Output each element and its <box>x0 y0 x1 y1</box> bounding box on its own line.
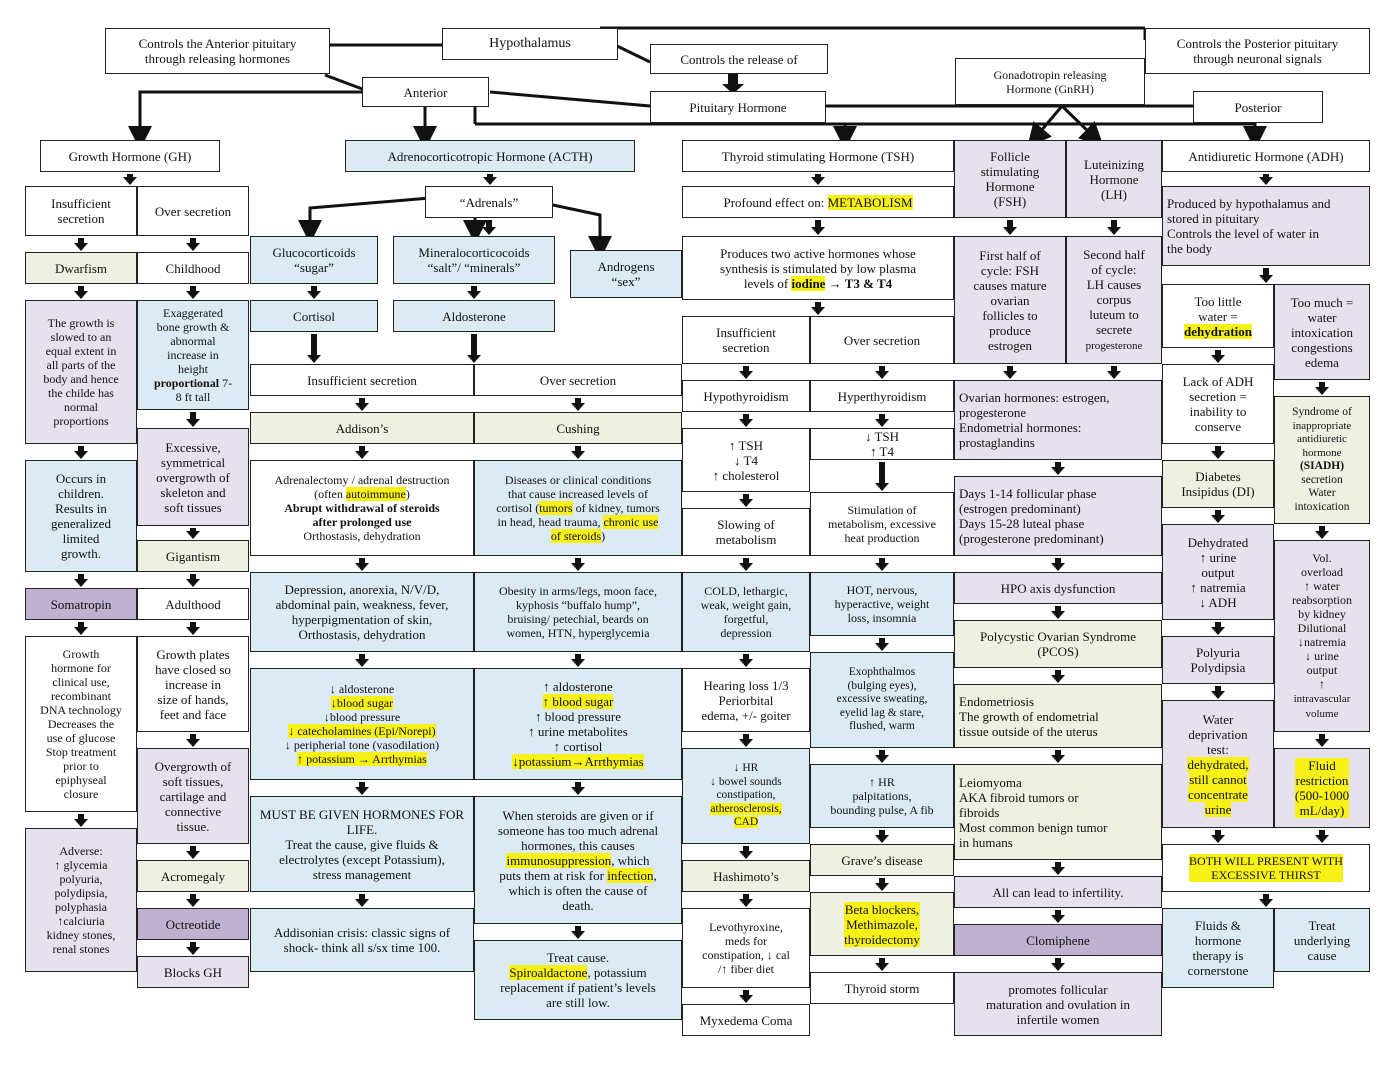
down-arrow-icon <box>186 412 200 427</box>
acth-insufficient: Insufficient secretion <box>250 364 474 396</box>
promotes-box: promotes follicular maturation and ovulation in infertile women <box>954 972 1162 1036</box>
down-arrow-icon <box>1315 734 1329 747</box>
pituitary-box: Pituitary Hormone <box>650 91 826 123</box>
down-arrow-icon <box>467 286 481 299</box>
exaggerated-growth-box: Exaggerated bone growth & abnormal increase in height proportional 7- 8 ft tall <box>137 300 249 410</box>
somatropin-box: Somatropin <box>25 588 137 620</box>
down-arrow-icon <box>875 750 889 763</box>
down-arrow-icon <box>74 446 88 459</box>
down-arrow-icon <box>739 734 753 747</box>
cycle-days-box: Days 1-14 follicular phase (estrogen predominant) Days 15-28 luteal phase (progesterone predominant) <box>954 476 1162 556</box>
adverse-box: Adverse: ↑ glycemia polyuria, polydipsia, polyphasia ↑calciuria kidney stones, renal stones <box>25 828 137 972</box>
addison-treatment-box: MUST BE GIVEN HORMONES FOR LIFE. Treat the cause, give fluids & electrolytes (except Potassium), stress management <box>250 796 474 892</box>
fsh-box: Follicle stimulating Hormone (FSH) <box>954 140 1066 218</box>
gnrh-box: Gonadotropin releasing Hormone (GnRH) <box>955 58 1145 105</box>
gh-clinical-box: Growth hormone for clinical use, recombinant DNA technology Decreases the use of glucose Stop treatment prior to epiphyseal closure <box>25 636 137 812</box>
down-arrow-icon <box>186 734 200 747</box>
down-arrow-icon <box>739 414 753 427</box>
lh-box: Luteinizing Hormone (LH) <box>1066 140 1162 218</box>
down-arrow-icon <box>739 558 753 571</box>
gigantism-box: Gigantism <box>137 540 249 572</box>
tsh-title: Thyroid stimulating Hormone (TSH) <box>682 140 954 172</box>
down-arrow-icon <box>875 958 889 971</box>
overgrowth-box: Overgrowth of soft tissues, cartilage and connective tissue. <box>137 748 249 844</box>
down-arrow-icon <box>875 830 889 843</box>
pcos-box: Polycystic Ovarian Syndrome (PCOS) <box>954 620 1162 668</box>
hyper-labs-box: ↓ TSH ↑ T4 <box>810 428 954 460</box>
anterior-box: Anterior <box>362 77 489 107</box>
tsh-over: Over secretion <box>810 316 954 364</box>
down-arrow-icon <box>355 654 369 667</box>
down-arrow-icon <box>571 782 585 795</box>
down-arrow-icon <box>307 334 321 363</box>
cushing-cause-box: Diseases or clinical conditions that cause increased levels of cortisol (tumors of kidney, tumors in head, head trauma, chronic use of steroids) <box>474 460 682 556</box>
down-arrow-icon <box>1051 670 1065 683</box>
down-arrow-icon <box>875 366 889 379</box>
hyper-hr-box: ↑ HR palpitations, bounding pulse, A fib <box>810 764 954 828</box>
hpo-axis-box: HPO axis dysfunction <box>954 572 1162 604</box>
controls-posterior-box: Controls the Posterior pituitary through neuronal signals <box>1145 28 1370 74</box>
down-arrow-icon <box>74 286 88 299</box>
excessive-thirst-box: BOTH WILL PRESENT WITH EXCESSIVE THIRST <box>1162 844 1370 892</box>
polyuria-box: Polyuria Polydipsia <box>1162 636 1274 684</box>
down-arrow-icon <box>875 414 889 427</box>
water-deprivation-box: Water deprivation test: dehydrated, still cannot concentrate urine <box>1162 700 1274 828</box>
down-arrow-icon <box>571 654 585 667</box>
fluid-restriction-box: Fluid restriction (500-1000 mL/day) <box>1274 748 1370 828</box>
clomiphene-box: Clomiphene <box>954 924 1162 956</box>
down-arrow-icon <box>1051 910 1065 923</box>
down-arrow-icon <box>875 462 889 491</box>
down-arrow-icon <box>739 494 753 507</box>
down-arrow-icon <box>482 220 496 235</box>
down-arrow-icon <box>739 894 753 907</box>
hypo-labs-box: ↑ TSH ↓ T4 ↑ cholesterol <box>682 428 810 492</box>
down-arrow-icon <box>1051 750 1065 763</box>
hypo-hr-box: ↓ HR ↓ bowel sounds constipation, atherosclerosis, CAD <box>682 748 810 844</box>
down-arrow-icon <box>739 846 753 859</box>
acth-title: Adrenocorticotropic Hormone (ACTH) <box>345 140 635 172</box>
cushing-box: Cushing <box>474 412 682 444</box>
beta-blockers-box: Beta blockers, Methimazole, thyroidectomy <box>810 892 954 956</box>
childhood-box: Childhood <box>137 252 249 284</box>
down-arrow-icon <box>811 302 825 315</box>
blocks-gh-box: Blocks GH <box>137 956 249 988</box>
addisonian-crisis-box: Addisonian crisis: classic signs of shock- think all s/sx time 100. <box>250 908 474 972</box>
down-arrow-icon <box>1211 510 1225 523</box>
down-arrow-icon <box>1051 606 1065 619</box>
fluids-hormone-box: Fluids & hormone therapy is cornerstone <box>1162 908 1274 988</box>
ovarian-hormones-box: Ovarian hormones: estrogen, progesterone Endometrial hormones: prostaglandins <box>954 380 1162 460</box>
adulthood-box: Adulthood <box>137 588 249 620</box>
treat-underlying-box: Treat underlying cause <box>1274 908 1370 972</box>
down-arrow-icon <box>355 558 369 571</box>
cortisol-box: Cortisol <box>250 300 378 332</box>
down-arrow-icon <box>875 878 889 891</box>
down-arrow-icon <box>1259 268 1273 283</box>
thyroid-storm-box: Thyroid storm <box>810 972 954 1004</box>
down-arrow-icon <box>1003 366 1017 379</box>
lh-cycle-box: Second half of cycle: LH causes corpus luteum to secrete progesterone <box>1066 236 1162 364</box>
down-arrow-icon <box>1211 686 1225 699</box>
glucocorticoids-box: Glucocorticoids “sugar” <box>250 236 378 284</box>
down-arrow-icon <box>186 574 200 587</box>
dehydrated-box: Dehydrated ↑ urine output ↑ natremia ↓ ADH <box>1162 524 1274 620</box>
hyperthyroidism-box: Hyperthyroidism <box>810 380 954 412</box>
octreotide-box: Octreotide <box>137 908 249 940</box>
addison-symptoms-box: Depression, anorexia, N/V/D, abdominal pain, weakness, fever, hyperpigmentation of skin, Orthostasis, dehydration <box>250 572 474 652</box>
down-arrow-icon <box>467 334 481 363</box>
down-arrow-icon <box>571 926 585 939</box>
siadh-box: Syndrome of inappropriate antidiuretic hormone (SIADH) secretion Water intoxication <box>1274 396 1370 524</box>
down-arrow-icon <box>355 398 369 411</box>
down-arrow-icon <box>186 942 200 955</box>
too-little-box: Too little water = dehydration <box>1162 284 1274 348</box>
addison-labs-box: ↓ aldosterone ↓blood sugar ↓blood pressure ↓ catecholamines (Epi/Norepi) ↓ peripherial tone (vasodilation) ↑ potassium → Arrthymias <box>250 668 474 780</box>
cushing-labs-box: ↑ aldosterone ↑ blood sugar ↑ blood pressure ↑ urine metabolites ↑ cortisol ↓potassium→Arrthymias <box>474 668 682 780</box>
down-arrow-icon <box>1259 174 1273 185</box>
acth-over: Over secretion <box>474 364 682 396</box>
occurs-box: Occurs in children. Results in generalized limited growth. <box>25 460 137 572</box>
cold-box: COLD, lethargic, weak, weight gain, forgetful, depression <box>682 572 810 652</box>
hearing-box: Hearing loss 1/3 Periorbital edema, +/- goiter <box>682 668 810 732</box>
fsh-cycle-box: First half of cycle: FSH causes mature ovarian follicles to produce estrogen <box>954 236 1066 364</box>
too-much-box: Too much = water intoxication congestions edema <box>1274 284 1370 380</box>
gh-insufficient: Insufficient secretion <box>25 186 137 236</box>
androgens-box: Androgens “sex” <box>570 250 682 298</box>
down-arrow-icon <box>1107 220 1121 235</box>
hypothalamus-box: Hypothalamus <box>442 28 618 60</box>
controls-anterior-box: Controls the Anterior pituitary through releasing hormones <box>105 28 330 74</box>
down-arrow-icon <box>1051 558 1065 571</box>
down-arrow-icon <box>811 220 825 235</box>
addison-cause-box: Adrenalectomy / adrenal destruction (often autoimmune) Abrupt withdrawal of steroids after prolonged use Orthostasis, dehydration <box>250 460 474 556</box>
down-arrow-icon <box>74 622 88 635</box>
diabetes-insipidus-box: Diabetes Insipidus (DI) <box>1162 460 1274 508</box>
myxedema-box: Myxedema Coma <box>682 1004 810 1036</box>
down-arrow-icon <box>1107 366 1121 379</box>
mineralocorticoids-box: Mineralocorticocoids “salt”/ “minerals” <box>393 236 555 284</box>
adh-title: Antidiuretic Hormone (ADH) <box>1162 140 1370 172</box>
down-arrow-icon <box>1051 862 1065 875</box>
down-arrow-icon <box>186 238 200 251</box>
down-arrow-icon <box>811 174 825 185</box>
leiomyoma-box: Leiomyoma AKA fibroid tumors or fibroids Most common benign tumor in humans <box>954 764 1162 860</box>
down-arrow-icon <box>1051 958 1065 971</box>
down-arrow-icon <box>186 846 200 859</box>
excessive-box: Excessive, symmetrical overgrowth of skeleton and soft tissues <box>137 428 249 526</box>
down-arrow-icon <box>571 558 585 571</box>
down-arrow-icon <box>74 814 88 827</box>
down-arrow-icon <box>1051 462 1065 475</box>
cushing-symptoms-box: Obesity in arms/legs, moon face, kyphosis “buffalo hump”, bruising/ petechial, beards on women, HTN, hyperglycemia <box>474 572 682 652</box>
hashimoto-box: Hashimoto’s <box>682 860 810 892</box>
adh-produced-box: Produced by hypothalamus and stored in pituitary Controls the level of water in the body <box>1162 186 1370 266</box>
tsh-insufficient: Insufficient secretion <box>682 316 810 364</box>
down-arrow-icon <box>1003 220 1017 235</box>
dwarfism-box: Dwarfism <box>25 252 137 284</box>
down-arrow-icon <box>1211 622 1225 635</box>
endometriosis-box: Endometriosis The growth of endometrial tissue outside of the uterus <box>954 684 1162 748</box>
down-arrow-icon <box>739 654 753 667</box>
exophthalmos-box: Exophthalmos (bulging eyes), excessive sweating, eyelid lag & stare, flushed, warm <box>810 652 954 748</box>
down-arrow-icon <box>186 622 200 635</box>
controls-release-box: Controls the release of <box>650 44 828 74</box>
down-arrow-icon <box>1259 894 1273 907</box>
growth-slowed-box: The growth is slowed to an equal extent in all parts of the body and hence the childe has normal proportions <box>25 300 137 444</box>
infertility-box: All can lead to infertility. <box>954 876 1162 908</box>
adrenals-box: “Adrenals” <box>425 186 553 218</box>
levothyroxine-box: Levothyroxine, meds for constipation, ↓ cal /↑ fiber diet <box>682 908 810 988</box>
gh-title: Growth Hormone (GH) <box>40 140 220 172</box>
gh-over: Over secretion <box>137 186 249 236</box>
hot-box: HOT, nervous, hyperactive, weight loss, insomnia <box>810 572 954 636</box>
down-arrow-icon <box>186 894 200 907</box>
cushing-treat-box: Treat cause. Spiroaldactone, potassium replacement if patient’s levels are still low. <box>474 940 682 1020</box>
posterior-box: Posterior <box>1193 91 1323 123</box>
growth-plates-box: Growth plates have closed so increase in size of hands, feet and face <box>137 636 249 732</box>
addisons-box: Addison’s <box>250 412 474 444</box>
down-arrow-icon <box>74 574 88 587</box>
acromegaly-box: Acromegaly <box>137 860 249 892</box>
aldosterone-box: Aldosterone <box>393 300 555 332</box>
down-arrow-icon <box>74 238 88 251</box>
graves-box: Grave’s disease <box>810 844 954 876</box>
down-arrow-icon <box>355 446 369 459</box>
down-arrow-icon <box>739 990 753 1003</box>
produces-box: Produces two active hormones whose synthesis is stimulated by low plasma levels of iodine → T3 & T4 <box>682 236 954 300</box>
down-arrow-icon <box>571 446 585 459</box>
down-arrow-icon <box>307 286 321 299</box>
down-arrow-icon <box>1211 446 1225 459</box>
down-arrow-icon <box>875 558 889 571</box>
down-arrow-icon <box>483 174 497 185</box>
down-arrow-icon <box>186 286 200 299</box>
volume-overload-box: Vol. overload ↑ water reabsorption by kidney Dilutional ↓natremia ↓ urine output ↑ intravascular volume <box>1274 540 1370 732</box>
down-arrow-icon <box>1211 350 1225 363</box>
slowing-box: Slowing of metabolism <box>682 508 810 556</box>
down-arrow-icon <box>1315 382 1329 395</box>
down-arrow-icon <box>1315 526 1329 539</box>
down-arrow-icon <box>355 894 369 907</box>
profound-box: Profound effect on: METABOLISM <box>682 186 954 218</box>
cushing-immuno-box: When steroids are given or if someone has too much adrenal hormones, this causes immunosuppression, which puts them at risk for infection, which is often the cause of death. <box>474 796 682 924</box>
down-arrow-icon <box>1211 830 1225 843</box>
down-arrow-icon <box>1315 830 1329 843</box>
down-arrow-icon <box>875 638 889 651</box>
down-arrow-icon <box>739 366 753 379</box>
down-arrow-icon <box>571 398 585 411</box>
down-arrow-icon <box>123 174 137 185</box>
hypothyroidism-box: Hypothyroidism <box>682 380 810 412</box>
down-arrow-icon <box>186 528 200 539</box>
stimulation-box: Stimulation of metabolism, excessive heat production <box>810 492 954 556</box>
down-arrow-icon <box>355 782 369 795</box>
lack-adh-box: Lack of ADH secretion = inability to conserve <box>1162 364 1274 444</box>
